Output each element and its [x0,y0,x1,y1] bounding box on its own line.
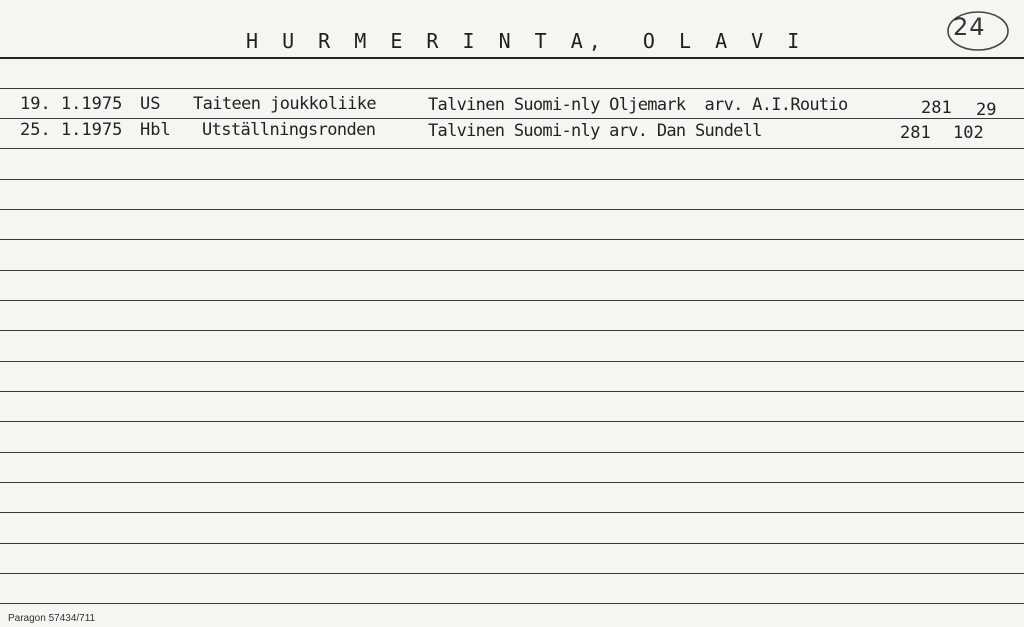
header-rule [0,57,1024,59]
ruled-line [0,209,1024,210]
entry-description: Talvinen Suomi-nly Oljemark arv. A.I.Routio [428,95,848,115]
entry-number-1: 281 [921,98,952,118]
entry-description: Talvinen Suomi-nly arv. Dan Sundell [428,121,762,141]
ruled-line [0,330,1024,331]
ruled-line [0,88,1024,89]
ruled-line [0,391,1024,392]
ruled-line [0,148,1024,149]
entry-number-2: 29 [976,100,997,120]
ruled-line [0,482,1024,483]
ruled-line [0,179,1024,180]
ruled-line [0,512,1024,513]
ruled-line [0,543,1024,544]
entry-number-1: 281 [900,123,931,143]
entry-source: US [140,94,161,114]
card-footer-imprint: Paragon 57434/711 [8,613,96,624]
ruled-line [0,603,1024,604]
ruled-line [0,452,1024,453]
ruled-line [0,270,1024,271]
ruled-line [0,573,1024,574]
entry-source: Hbl [140,120,171,140]
corner-mark-text: 24 [953,13,986,41]
ruled-line [0,300,1024,301]
ruled-line [0,118,1024,119]
ruled-line [0,239,1024,240]
entry-date: 25. 1.1975 [20,120,123,140]
ruled-line [0,361,1024,362]
entry-number-2: 102 [953,123,984,143]
card-name-heading: H U R M E R I N T A, O L A V I [246,29,806,53]
entry-date: 19. 1.1975 [20,94,123,114]
entry-headline: Taiteen joukkoliike [193,94,377,114]
entry-headline: Utställningsronden [202,120,376,140]
ruled-line [0,421,1024,422]
